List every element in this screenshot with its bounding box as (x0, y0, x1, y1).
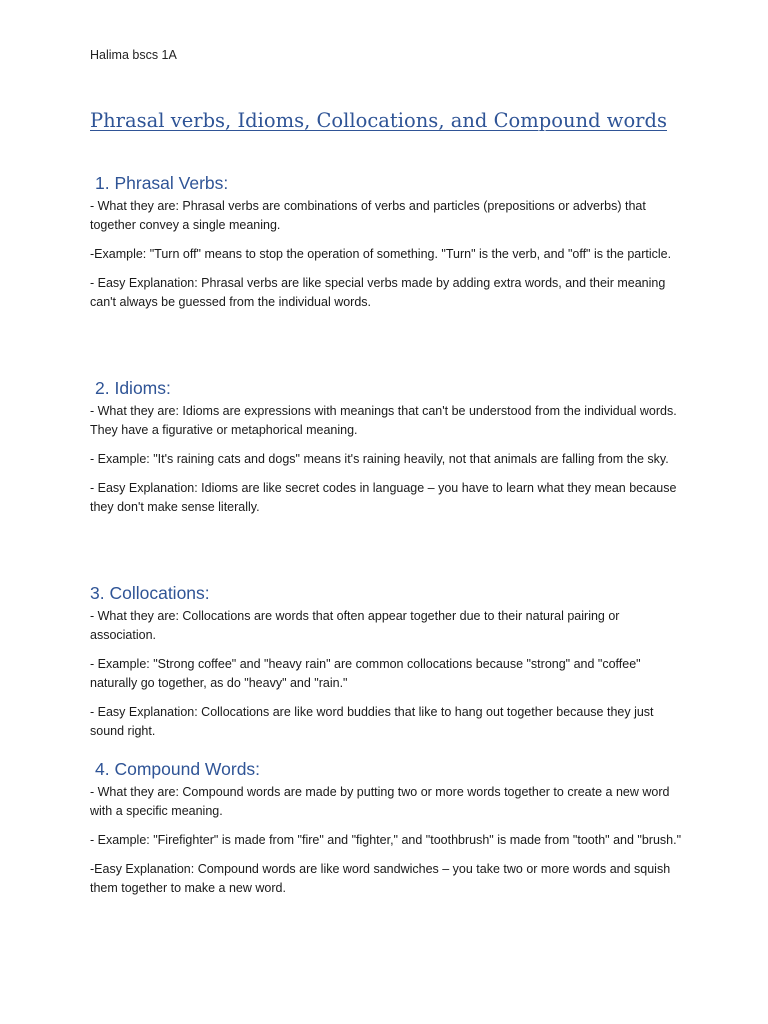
section-heading: 3. Collocations: (90, 583, 210, 603)
section-idioms (90, 377, 682, 527)
section-heading: 4. Compound Words: (95, 759, 261, 779)
explanation-paragraph: -Easy Explanation: Compound words are like word sandwiches – you take two or more words and squish them together to make a new word. (90, 862, 671, 895)
example-paragraph: -Example: "Turn off" means to stop the operation of something. "Turn" is the verb, and "off" is the particle. (90, 247, 672, 261)
section-heading: 1. Phrasal Verbs: (95, 173, 229, 193)
section-phrasal-verbs (90, 172, 682, 322)
definition-paragraph: - What they are: Compound words are made by putting two or more words together to create a new word with a specific meaning. (90, 785, 670, 818)
definition-paragraph: - What they are: Idioms are expressions with meanings that can't be understood from the individual words. They have a figurative or metaphorical meaning. (90, 404, 677, 437)
definition-paragraph: - What they are: Collocations are words that often appear together due to their natural pairing or association. (90, 609, 620, 642)
section-collocations (90, 582, 682, 751)
example-paragraph: - Example: "Firefighter" is made from "fire" and "fighter," and "toothbrush" is made from "tooth" and "brush." (90, 833, 682, 847)
author-line: Halima bscs 1A (90, 48, 177, 62)
section-heading: 2. Idioms: (95, 378, 171, 398)
explanation-paragraph: - Easy Explanation: Collocations are like word buddies that like to hang out together because they just sound right. (90, 705, 654, 738)
explanation-paragraph: - Easy Explanation: Idioms are like secret codes in language – you have to learn what they mean because they don't make sense literally. (90, 481, 677, 514)
definition-paragraph: - What they are: Phrasal verbs are combinations of verbs and particles (prepositions or adverbs) that together convey a single meaning. (90, 199, 646, 232)
example-paragraph: - Example: "It's raining cats and dogs" means it's raining heavily, not that animals are falling from the sky. (90, 452, 669, 466)
section-compound-words (90, 758, 682, 908)
explanation-paragraph: - Easy Explanation: Phrasal verbs are like special verbs made by adding extra words, and their meaning can't always be guessed from the individual words. (90, 276, 666, 309)
document-title: Phrasal verbs, Idioms, Collocations, and Compound words (90, 109, 667, 132)
example-paragraph: - Example: "Strong coffee" and "heavy rain" are common collocations because "strong" and "coffee" naturally go together, as do "heavy" and "rain." (90, 657, 641, 690)
